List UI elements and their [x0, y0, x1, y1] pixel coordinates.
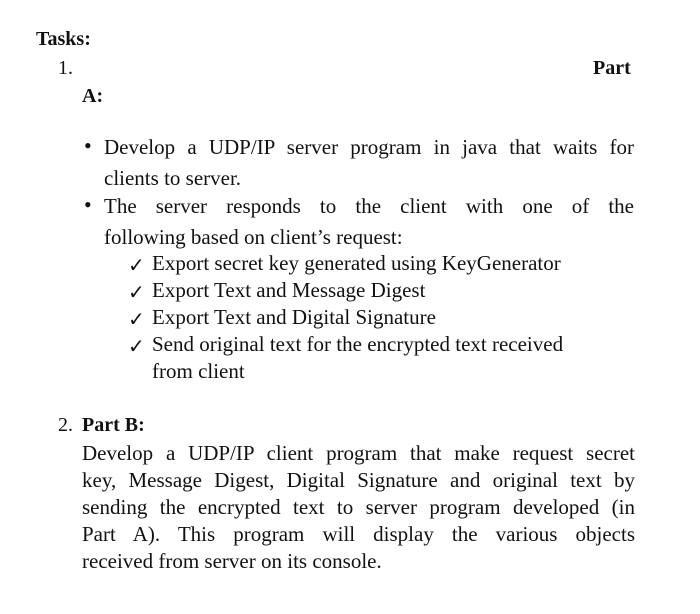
paragraph-line: sending the encrypted text to server program developed (in [82, 495, 635, 519]
check-item-continuation: from client [152, 359, 245, 383]
bullet-line: Develop a UDP/IP server program in java that waits for [104, 135, 634, 159]
task-2-title: Part B: [82, 414, 145, 436]
paragraph-line: received from server on its console. [82, 549, 382, 573]
check-item: Send original text for the encrypted text received [152, 332, 564, 356]
task-1-title-a: A: [82, 85, 104, 107]
bullet-line: clients to server. [104, 166, 242, 190]
task-1-number: 1. [58, 57, 73, 79]
task-2-number: 2. [58, 414, 73, 436]
bullet-icon: • [84, 133, 92, 158]
paragraph-line: key, Message Digest, Digital Signature and original text by [82, 468, 635, 492]
checkmark-icon: ✓ [128, 334, 145, 358]
checkmark-icon: ✓ [128, 280, 145, 304]
bullet-line: following based on client’s request: [104, 225, 403, 249]
task-1-title-part: Part [593, 57, 631, 79]
paragraph-line: Part A). This program will display the various objects [82, 522, 635, 546]
checkmark-icon: ✓ [128, 307, 145, 331]
bullet-icon: • [84, 192, 92, 217]
checkmark-icon: ✓ [128, 253, 145, 277]
check-item: Export Text and Message Digest [152, 278, 426, 302]
paragraph-line: Develop a UDP/IP client program that make request secret [82, 441, 635, 465]
tasks-heading: Tasks: [36, 28, 91, 50]
check-item: Export secret key generated using KeyGenerator [152, 251, 561, 275]
bullet-line: The server responds to the client with one of the [104, 194, 634, 218]
check-item: Export Text and Digital Signature [152, 305, 436, 329]
